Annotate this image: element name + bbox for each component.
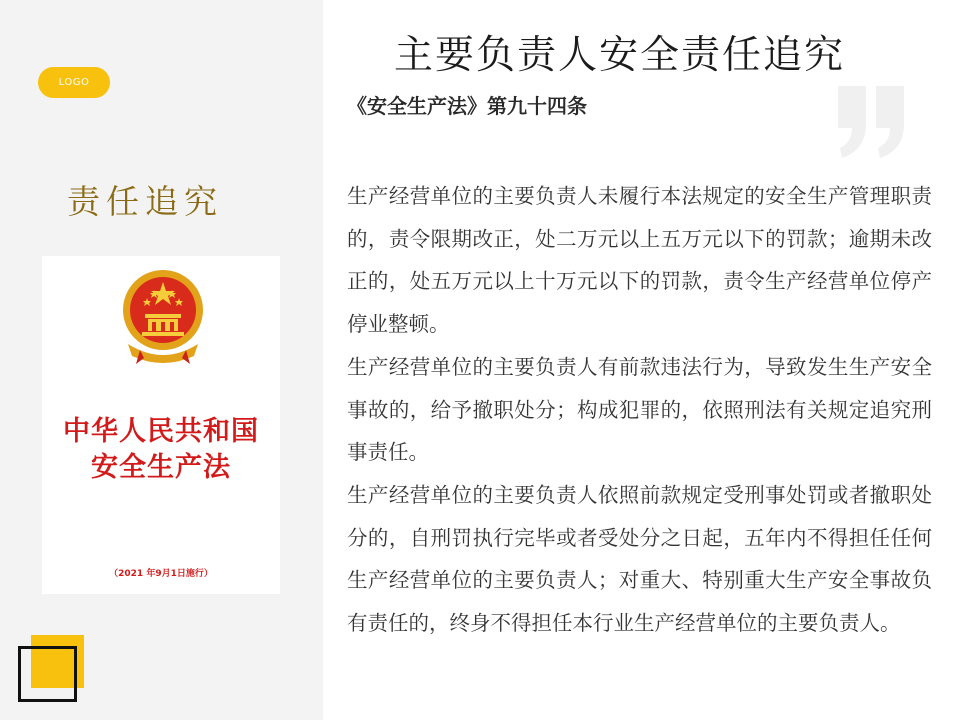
section-title: 责任追究 bbox=[67, 182, 223, 221]
page-title: 主要负责人安全责任追究 bbox=[393, 33, 845, 78]
logo-label: LOGO bbox=[58, 77, 90, 88]
paragraph: 生产经营单位的主要负责人未履行本法规定的安全生产管理职责的，责令限期改正，处二万元以上五万元以下的罚款；逾期未改正的，处五万元以上十万元以下的罚款，责令生产经营单位停产停业整顿。 bbox=[347, 184, 932, 337]
paragraph: 生产经营单位的主要负责人有前款违法行为，导致发生生产安全事故的，给予撤职处分；构成犯罪的，依照刑法有关规定追究刑事责任。 bbox=[347, 354, 932, 465]
book-date: （2021 年9月1日施行） bbox=[109, 569, 213, 579]
book-title-line1: 中华人民共和国 bbox=[63, 416, 259, 447]
paragraph: 生产经营单位的主要负责人依照前款规定受刑事处罚或者撤职处分的，自刑罚执行完毕或者受处分之日起，五年内不得担任任何生产经营单位的主要负责人；对重大、特别重大生产安全事故负有责任的，终身不得担任本行业生产经营单位的主要负责人。 bbox=[347, 482, 932, 636]
book-title-line2: 安全生产法 bbox=[91, 452, 231, 483]
book-cover bbox=[42, 256, 280, 594]
decorative-black-frame bbox=[18, 646, 77, 702]
page-subtitle: 《安全生产法》第九十四条 bbox=[347, 94, 587, 118]
national-emblem-icon bbox=[118, 266, 208, 366]
book-title bbox=[42, 414, 280, 486]
article-body bbox=[347, 175, 932, 645]
quote-mark-icon bbox=[836, 84, 908, 160]
logo[interactable] bbox=[38, 67, 110, 98]
